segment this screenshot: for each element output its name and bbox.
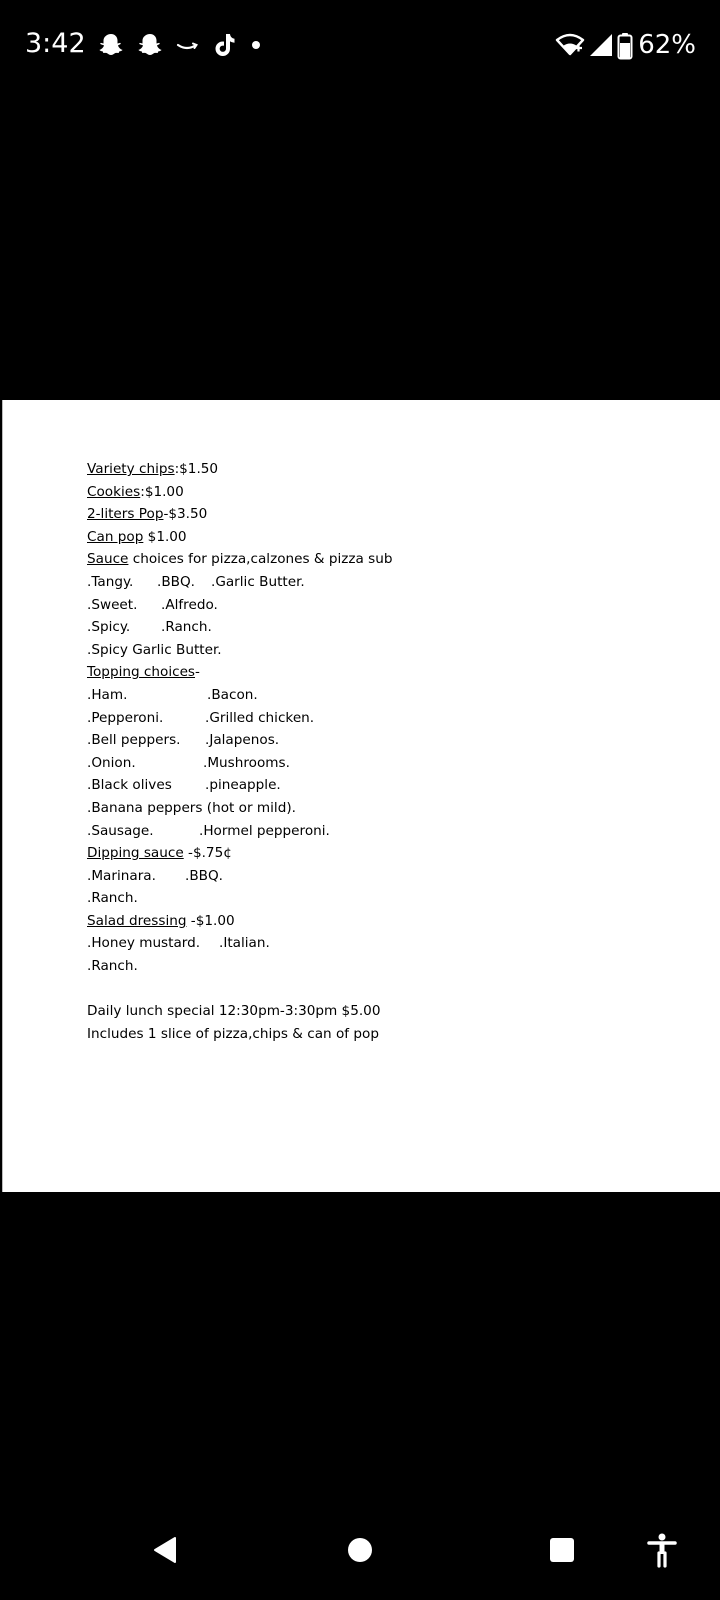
option: .Black olives [87,777,172,794]
lunch-special-details: Includes 1 slice of pizza,chips & can of pop [87,1025,379,1042]
section-text: -$.75¢ [183,845,232,862]
option: .Ranch. [161,619,212,636]
menu-line [87,842,687,865]
status-bar [0,0,720,90]
menu-line [87,526,687,549]
signal-icon [588,32,614,58]
menu-line [87,910,687,933]
home-button[interactable] [330,1520,390,1580]
option: .Alfredo. [161,596,218,613]
menu-line [87,594,687,617]
menu-line [87,887,687,910]
menu-line [87,1023,687,1046]
option: .Honey mustard. [87,935,201,952]
option: .Sweet. [87,596,138,613]
menu-line [87,571,687,594]
option: .Sausage. [87,822,154,839]
item-price: :$1.50 [174,461,219,477]
menu-line [87,458,687,481]
section-label: Sauce [87,551,129,568]
back-icon [151,1535,181,1565]
menu-line [87,752,687,775]
option: .Banana peppers (hot or mild). [87,799,296,816]
option: .Tangy. [87,573,134,590]
snapchat-icon [96,30,126,60]
battery-percent: 62% [638,30,696,60]
option: .Onion. [87,754,136,771]
item-label: Can pop [87,528,144,545]
option: .Italian. [219,935,270,952]
menu-text [87,458,687,1045]
option: .Bacon. [207,686,258,703]
option: .BBQ. [185,867,223,884]
option: .Ranch. [87,890,138,907]
menu-line [87,616,687,639]
item-label: 2-liters Pop [87,506,164,523]
section-label: Dipping sauce [87,845,184,862]
option: .Pepperoni. [87,709,164,726]
option: .Ranch. [87,958,138,975]
option: .Grilled chicken. [205,709,315,726]
option: .Mushrooms. [203,754,290,771]
menu-line [87,729,687,752]
item-price: :$1.00 [140,483,184,500]
option: .Spicy Garlic Butter. [87,641,222,658]
spacer [87,978,687,1001]
option: .Garlic Butter. [211,573,305,590]
accessibility-icon [646,1532,678,1568]
option: .Ham. [87,686,128,703]
menu-line [87,639,687,662]
lunch-special: Daily lunch special 12:30pm-3:30pm $5.00 [87,1003,381,1020]
tiktok-icon [209,30,239,60]
menu-line [87,684,687,707]
recents-button[interactable] [532,1520,592,1580]
menu-line [87,1000,687,1023]
system-icons [555,28,696,62]
option: .Bell peppers. [87,732,181,749]
menu-line [87,548,687,571]
menu-line [87,865,687,888]
menu-line [87,955,687,978]
recents-icon [547,1535,577,1565]
menu-line [87,481,687,504]
option: .Hormel pepperoni. [199,822,330,839]
menu-line [87,661,687,684]
home-icon [345,1535,375,1565]
section-text: choices for pizza,calzones & pizza sub [128,551,393,568]
section-text: -$1.00 [186,912,235,929]
amazon-icon [174,30,200,60]
option: .Marinara. [87,867,156,884]
snapchat-icon [135,30,165,60]
menu-line [87,774,687,797]
menu-line [87,797,687,820]
menu-line [87,707,687,730]
back-button[interactable] [136,1520,196,1580]
menu-line [87,503,687,526]
dot-icon [248,30,264,60]
section-label: Topping choices [87,664,196,681]
item-price: $1.00 [143,528,187,545]
section-label: Salad dressing [87,912,187,929]
status-time: 3:42 [25,28,86,59]
menu-line [87,820,687,843]
section-text: - [195,664,200,681]
menu-line [87,932,687,955]
menu-image[interactable] [2,400,720,1192]
wifi-icon [555,32,585,58]
item-label: Variety chips [87,461,175,477]
item-price: -$3.50 [163,506,208,523]
option: .BBQ. [157,573,195,590]
option: .Jalapenos. [205,732,280,749]
notification-icons [96,30,273,60]
battery-icon [617,32,633,58]
option: .pineapple. [205,777,281,794]
navigation-bar [0,1500,720,1600]
option: .Spicy. [87,619,131,636]
item-label: Cookies [87,483,141,500]
accessibility-button[interactable] [632,1520,692,1580]
